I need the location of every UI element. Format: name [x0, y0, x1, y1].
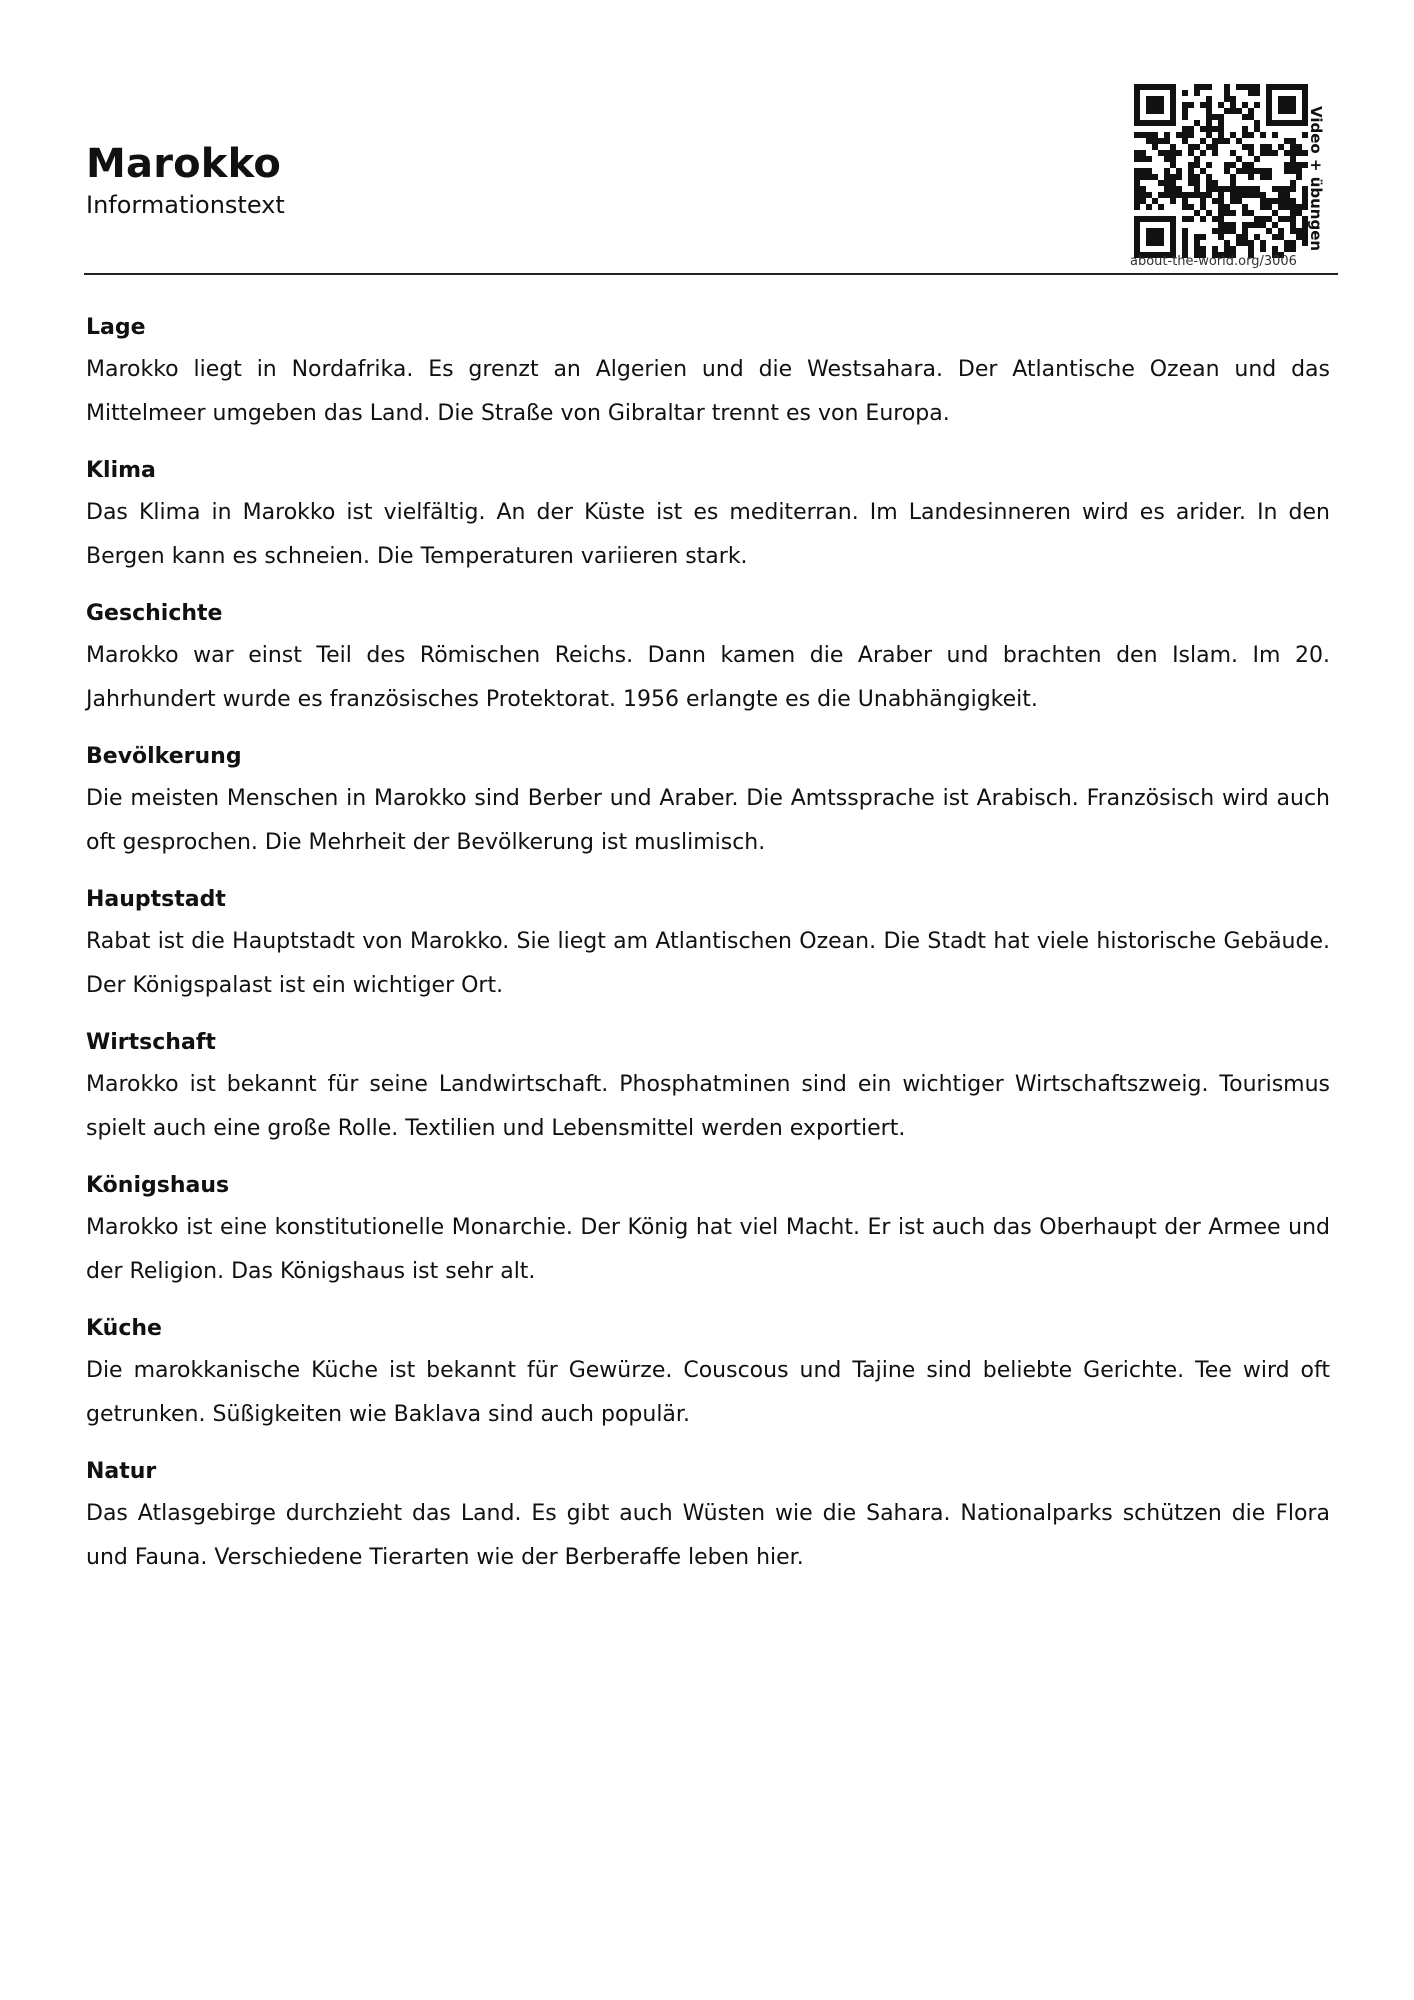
section-heading: Klima [86, 458, 156, 483]
section-text: Die meisten Menschen in Marokko sind Berber und Araber. Die Amtssprache ist Arabisch. Französisch wird auch oft gesprochen. Die Mehrheit der Bevölkerung ist muslimisch. [86, 786, 1330, 855]
section-text: Rabat ist die Hauptstadt von Marokko. Sie liegt am Atlantischen Ozean. Die Stadt hat viele historische Gebäude. Der Königspalast ist ein wichtiger Ort. [86, 929, 1330, 998]
section-kueche [86, 1313, 1330, 1437]
section-heading: Geschichte [86, 601, 223, 626]
page-title: Marokko [86, 141, 282, 187]
sections-list [86, 312, 1330, 1599]
section-bevoelkerung [86, 741, 1330, 865]
section-wirtschaft [86, 1027, 1330, 1151]
section-geschichte [86, 598, 1330, 722]
section-text: Marokko war einst Teil des Römischen Reichs. Dann kamen die Araber und brachten den Islam. Im 20. Jahrhundert wurde es französisches Protektorat. 1956 erlangte es die Unabhängigkeit. [86, 643, 1330, 712]
qr-url[interactable]: about-the-world.org/3006 [1130, 254, 1297, 269]
section-koenigshaus [86, 1170, 1330, 1294]
page-subtitle: Informationstext [86, 191, 285, 219]
section-natur [86, 1456, 1330, 1580]
section-heading: Hauptstadt [86, 887, 226, 912]
section-heading: Natur [86, 1459, 157, 1484]
header-divider [84, 273, 1338, 275]
section-hauptstadt [86, 884, 1330, 1008]
section-text: Das Klima in Marokko ist vielfältig. An der Küste ist es mediterran. Im Landesinneren wird es arider. In den Bergen kann es schneien. Die Temperaturen variieren stark. [86, 500, 1330, 569]
section-heading: Bevölkerung [86, 744, 242, 769]
section-text: Marokko liegt in Nordafrika. Es grenzt an Algerien und die Westsahara. Der Atlantische Ozean und das Mittelmeer umgeben das Land. Die Straße von Gibraltar trennt es von Europa. [86, 357, 1330, 426]
section-heading: Königshaus [86, 1173, 230, 1198]
section-text: Marokko ist bekannt für seine Landwirtschaft. Phosphatminen sind ein wichtiger Wirtschaftszweig. Tourismus spielt auch eine große Rolle. Textilien und Lebensmittel werden exportiert. [86, 1072, 1330, 1141]
qr-label: Video + übungen [1307, 106, 1325, 252]
section-heading: Lage [86, 315, 146, 340]
section-heading: Wirtschaft [86, 1030, 216, 1055]
section-text: Die marokkanische Küche ist bekannt für Gewürze. Couscous und Tajine sind beliebte Gerichte. Tee wird oft getrunken. Süßigkeiten wie Baklava sind auch populär. [86, 1358, 1330, 1427]
section-lage [86, 312, 1330, 436]
section-klima [86, 455, 1330, 579]
section-heading: Küche [86, 1316, 162, 1341]
qr-code-icon[interactable] [1134, 84, 1308, 258]
document-header [86, 140, 285, 220]
section-text: Marokko ist eine konstitutionelle Monarchie. Der König hat viel Macht. Er ist auch das Oberhaupt der Armee und der Religion. Das Königshaus ist sehr alt. [86, 1215, 1330, 1284]
section-text: Das Atlasgebirge durchzieht das Land. Es gibt auch Wüsten wie die Sahara. Nationalparks schützen die Flora und Fauna. Verschiedene Tierarten wie der Berberaffe leben hier. [86, 1501, 1330, 1570]
